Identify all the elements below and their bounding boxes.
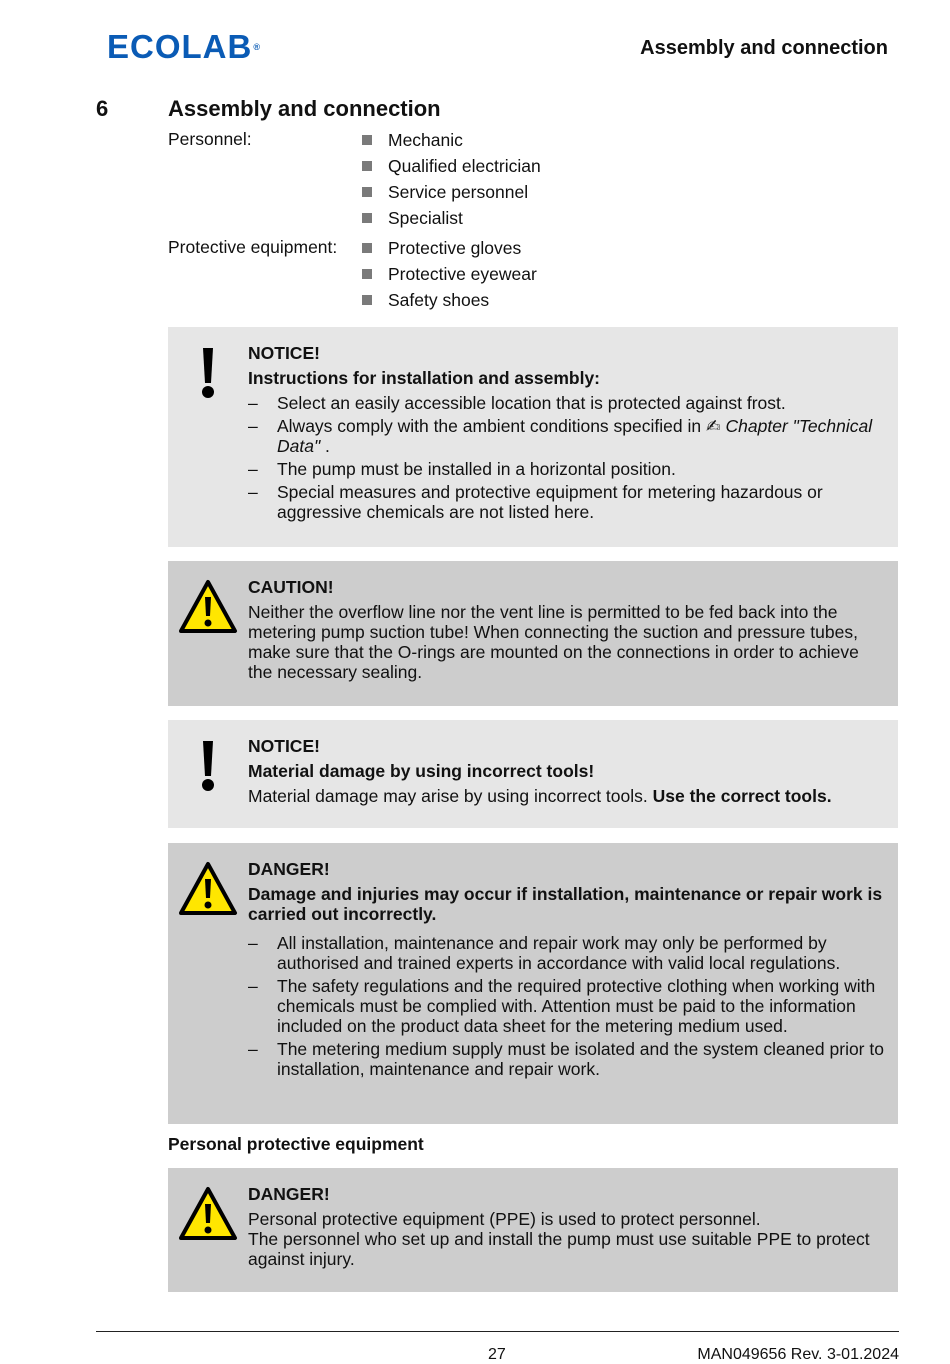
caution-box [168,561,898,706]
danger-box-installation [168,843,898,1124]
section-heading-ppe: Personal protective equipment [168,1134,424,1154]
running-header-title: Assembly and connection [640,37,888,59]
signal-word: NOTICE! [248,736,320,756]
list-item: – The safety regulations and the required protective clothing when working with chemicals must be complied with. Attention must be paid to the information included on the product data sheet for the metering medium used. [248,976,876,1036]
danger-text-line1: Personal protective equipment (PPE) is used to protect personnel. [248,1209,761,1229]
list-item: Protective eyewear [360,263,537,289]
footer-divider [96,1331,899,1332]
list-item: – All installation, maintenance and repair work may only be performed by authorised and trained experts in accordance with valid local regulations. [248,933,841,973]
notice-heading: Material damage by using incorrect tools! [248,761,595,781]
danger-text-line2: The personnel who set up and install the pump must use suitable PPE to protect against injury. [248,1229,870,1269]
list-item: – The metering medium supply must be isolated and the system cleaned prior to installation, maintenance and repair work. [248,1039,884,1079]
equipment-list [360,237,537,315]
danger-box-ppe [168,1168,898,1292]
document-id: MAN049656 Rev. 3-01.2024 [697,1346,899,1363]
danger-heading: Damage and injuries may occur if installation, maintenance or repair work is carried out incorrectly. [248,884,883,924]
personnel-label: Personnel: [168,129,252,149]
logo-registered-mark: ® [253,42,261,52]
warning-triangle-icon [178,1186,238,1242]
list-item: – The pump must be installed in a horizontal position. [248,459,676,479]
link-arrow-icon: ✍ [705,416,721,436]
exclamation-icon [178,738,238,794]
equipment-label: Protective equipment: [168,237,338,257]
list-item: – Always comply with the ambient conditions specified in ✍ Chapter "Technical Data" . [248,416,873,456]
list-item: Safety shoes [360,289,537,315]
bullet-square-icon [362,135,372,145]
signal-word: DANGER! [248,859,330,879]
signal-word: DANGER! [248,1184,330,1204]
signal-word: NOTICE! [248,343,320,363]
notice-box-tools [168,720,898,828]
ecolab-logo [107,30,261,64]
caution-text: Neither the overflow line nor the vent line is permitted to be fed back into the metering pump suction tube! When connecting the suction and pressure tubes, make sure that the O-rings are mounted on the connections in order to achieve the necessary sealing. [248,602,859,682]
list-item: Mechanic [360,129,541,155]
chapter-link[interactable]: Chapter "Technical Data" [277,416,873,456]
logo-text: ECOLAB [107,28,253,65]
notice-heading: Instructions for installation and assembly: [248,368,601,388]
personnel-list [360,129,541,233]
bullet-square-icon [362,187,372,197]
list-item: Qualified electrician [360,155,541,181]
bullet-square-icon [362,161,372,171]
exclamation-icon [178,345,238,401]
list-item: – Select an easily accessible location that is protected against frost. [248,393,786,413]
danger-list [248,933,886,1079]
list-item: – Special measures and protective equipment for metering hazardous or aggressive chemicals are not listed here. [248,482,823,522]
bullet-square-icon [362,295,372,305]
bullet-square-icon [362,213,372,223]
warning-triangle-icon [178,861,238,917]
warning-triangle-icon [178,579,238,635]
signal-word: CAUTION! [248,577,334,597]
bullet-square-icon [362,243,372,253]
list-item: Specialist [360,207,541,233]
chapter-number: 6 [96,96,109,121]
chapter-title: Assembly and connection [168,96,441,121]
page-number: 27 [488,1346,506,1363]
instruction-list [248,393,886,522]
notice-box-installation [168,327,898,547]
list-item: Protective gloves [360,237,537,263]
bullet-square-icon [362,269,372,279]
list-item: Service personnel [360,181,541,207]
notice-text: Material damage may arise by using incorrect tools. Use the correct tools. [248,786,832,806]
